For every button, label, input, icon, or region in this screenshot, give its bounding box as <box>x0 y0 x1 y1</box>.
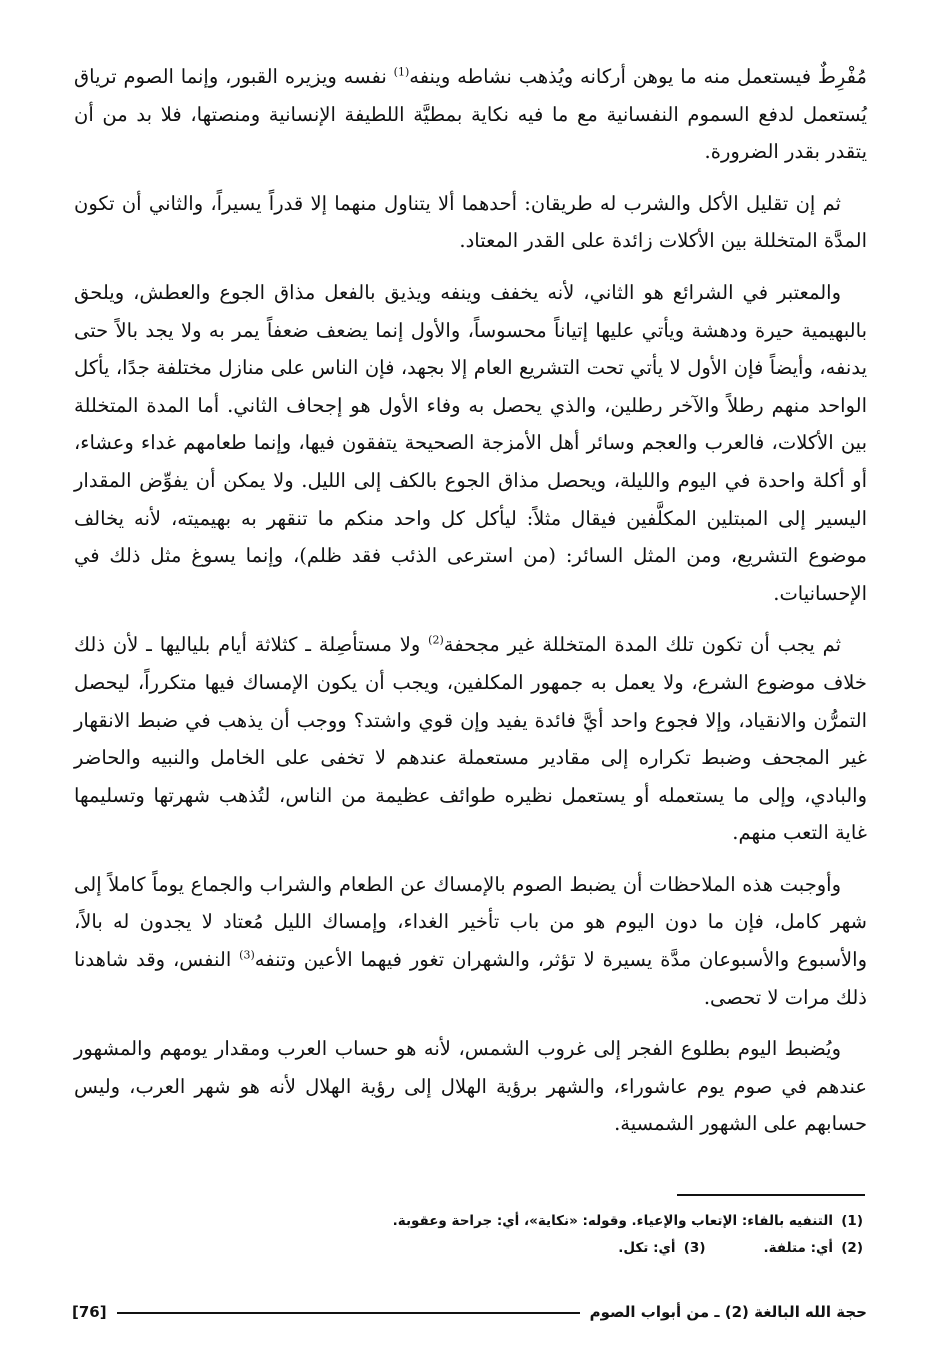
footnote-ref-1: (1) <box>393 65 410 79</box>
footnotes <box>80 1208 863 1262</box>
paragraph-4: ثم يجب أن تكون تلك المدة المتخللة غير مجحفة$^{(2)}$ ولا مستأصِلة ـ كثلاثة أيام بلياليها ـ لأن ذلك خلاف موضوع الشرع، ولا يعمل به جمهور المكلفين، ويجب أن يكون الإمساك فيها متكرراً، ليحصل التمرُّن والانقياد، وإلا فجوع واحد أيَّ فائدة يفيد وإن قوي واشتد؟ ووجب أن يذهب في ضبط الانقهار غير المجحف وضبط تكراره إلى مقادير مستعملة عندهم لا تخفى على الخامل والنبيه والحاضر والبادي، وإلى ما يستعمله أو يستعمل نظيره طوائف عظيمة من الناس، لتُذهب شهرتها وتسليمها غاية التعب منهم. <box>74 633 867 845</box>
footnote-number: (3) <box>683 1240 706 1256</box>
running-footer <box>72 1303 867 1321</box>
footnote-number: (2) <box>841 1240 863 1256</box>
page-number: [76] <box>72 1303 107 1321</box>
paragraph-2: ثم إن تقليل الأكل والشرب له طريقان: أحدهما ألا يتناول منهما إلا قدراً يسيراً، والثاني أن تكون المدَّة المتخللة بين الأكلات زائدة على القدر المعتاد. <box>74 191 867 253</box>
footnote-text: التنفيه بالفاء: الإتعاب والإعياء. وقوله: «نكاية»، أي: جراحة وعقوبة. <box>392 1213 833 1229</box>
footnote-text: أي: متلفة. <box>763 1240 833 1256</box>
footnote-2-3 <box>80 1235 863 1262</box>
footnote-number: (1) <box>841 1213 863 1229</box>
paragraph-1: مُفْرِطٌ فيستعمل منه ما يوهن أركانه ويُذهب نشاطه وينفه$^{(1)}$ نفسه ويزيره القبور، وإنما الصوم ترياق يُستعمل لدفع السموم النفسانية مع ما فيه نكاية بمطيَّة اللطيفة الإنسانية ومنصتها، فلا بد من أن يتقدر بقدر الضرورة. <box>74 65 867 164</box>
footnote-1 <box>80 1208 863 1235</box>
footnote-ref-2: (2) <box>428 633 444 647</box>
footnote-text: أي: تكل. <box>618 1240 676 1256</box>
footnote-divider <box>677 1194 865 1196</box>
paragraph-6: ويُضبط اليوم بطلوع الفجر إلى غروب الشمس، لأنه هو حساب العرب ومقدار يومهم والمشهور عندهم في صوم يوم عاشوراء، والشهر برؤية الهلال إلى رؤية الهلال لأنه هو شهر العرب، وليس حسابهم على الشهور الشمسية. <box>74 1037 867 1136</box>
book-title: حجة الله البالغة (2) ـ من أبواب الصوم <box>589 1303 867 1321</box>
main-text <box>74 58 867 1143</box>
paragraph-5: وأوجبت هذه الملاحظات أن يضبط الصوم بالإمساك عن الطعام والشراب والجماع يوماً كاملاً إلى شهر كامل، فإن ما دون اليوم هو من باب تأخير الغداء، وإمساك الليل مُعتاد لا يجدون له بالاً، والأسبوع والأسبوعان مدَّة يسيرة لا تؤثر، والشهران تغور فيهما الأعين وتنفه$^{(3)}$ النفس، وقد شاهدنا ذلك مرات لا تحصى. <box>74 872 868 1009</box>
footer-rule <box>117 1312 580 1314</box>
footnote-ref-3: (3) <box>239 948 255 962</box>
paragraph-3: والمعتبر في الشرائع هو الثاني، لأنه يخفف وينفه ويذيق بالفعل مذاق الجوع والعطش، ويلحق بالبهيمية حيرة ودهشة ويأتي عليها إتياناً محسوساً، والأول إنما يضعف ضعفاً يمر به ولا يجد بالاً حتى يدنفه، وأيضاً فإن الأول لا يأتي تحت التشريع العام إلا بجهد، فإن الناس على منازل مختلفة جدًا، يأكل الواحد منهم رطلاً والآخر رطلين، والذي يحصل به وفاء الأول هو إجحاف الثاني. أما المدة المتخللة بين الأكلات، فالعرب والعجم وسائر أهل الأمزجة الصحيحة يتفقون فيها، وإنما طعامهم غداء وعشاء، أو أكلة واحدة في اليوم والليلة، ويحصل مذاق الجوع بالكف إلى الليل. ولا يمكن أن يفوِّض المقدار اليسير إلى المبتلين المكلَّفين فيقال مثلاً: ليأكل كل واحد منكم ما تنقهر به بهيميته، لأنه يخالف موضوع التشريع، ومن المثل السائر: (من استرعى الذئب فقد ظلم)، وإنما يسوغ مثل ذلك في الإحسانيات. <box>74 280 867 605</box>
